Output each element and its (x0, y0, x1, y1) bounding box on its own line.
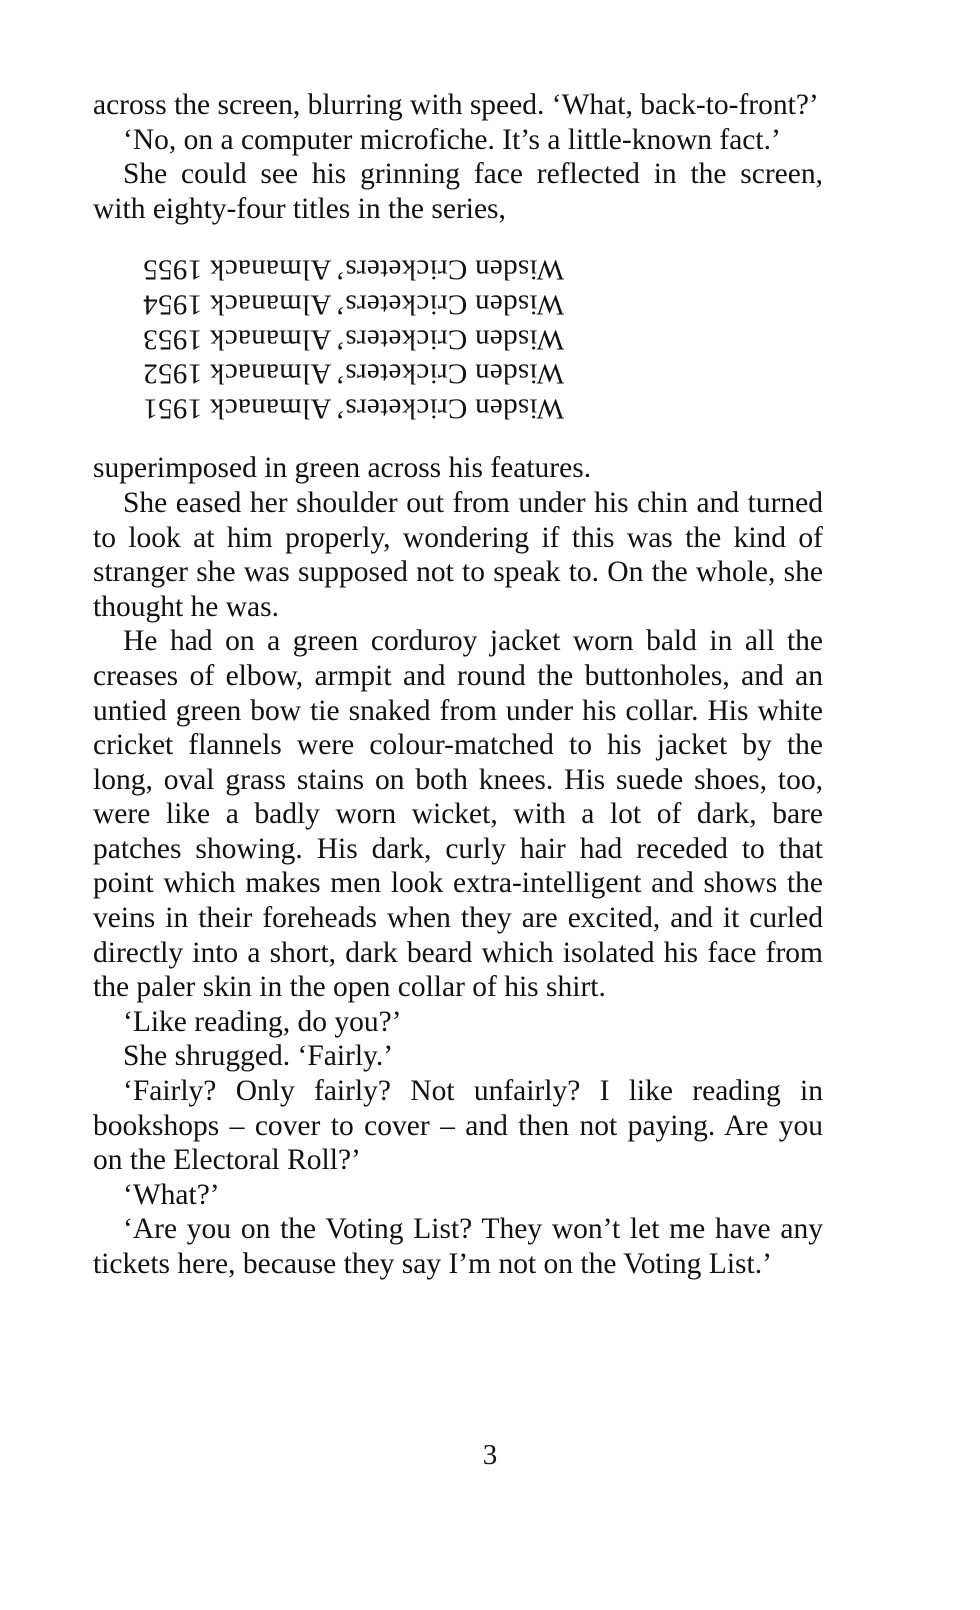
mirrored-title-line: Wisden Cricketers’ Almanack 1953 (143, 323, 565, 356)
paragraph: She eased her shoulder out from under his chin and turned to look at him properly, wondering if this was the kind of stranger she was supposed not to speak to. On the whole, she thought he was. (93, 486, 823, 623)
page-number: 3 (482, 1439, 498, 1471)
mirrored-title-line: Wisden Cricketers’ Almanack 1954 (143, 288, 565, 321)
paragraph: ‘Fairly? Only fairly? Not unfairly? I like reading in bookshops – cover to cover – and then not paying. Are you on the Electoral Roll?’ (93, 1075, 823, 1177)
paragraph: ‘Like reading, do you?’ (123, 1005, 402, 1038)
paragraph: superimposed in green across his features. (93, 452, 592, 485)
paragraph: ‘Are you on the Voting List? They won’t let me have any tickets here, because they say I’m not on the Voting List.’ (93, 1213, 823, 1280)
paragraph: ‘No, on a computer microfiche. It’s a little-known fact.’ (123, 123, 781, 156)
book-page-text (93, 88, 823, 1282)
paragraph: across the screen, blurring with speed. ‘What, back-to-front?’ (93, 89, 819, 121)
paragraph: He had on a green corduroy jacket worn bald in all the creases of elbow, armpit and round the buttonholes, and an untied green bow tie snaked from under his collar. His white cricket flannels were colour-matched to his jacket by the long, oval grass stains on both knees. His suede shoes, too, were like a badly worn wicket, with a lot of dark, bare patches showing. His dark, curly hair had receded to that point which makes men look extra-intelligent and shows the veins in their foreheads when they are excited, and it curled directly into a short, dark beard which isolated his face from the paler skin in the open collar of his shirt. (93, 625, 823, 1004)
mirrored-title-line: Wisden Cricketers’ Almanack 1951 (143, 392, 565, 425)
mirrored-title-line: Wisden Cricketers’ Almanack 1955 (143, 253, 565, 286)
paragraph: She shrugged. ‘Fairly.’ (123, 1040, 394, 1073)
mirrored-title-line: Wisden Cricketers’ Almanack 1952 (143, 357, 565, 390)
mirrored-title-list (143, 252, 663, 425)
paragraph: She could see his grinning face reflected in the screen, with eighty-four titles in the series, (93, 158, 823, 225)
paragraph: ‘What?’ (123, 1178, 220, 1211)
